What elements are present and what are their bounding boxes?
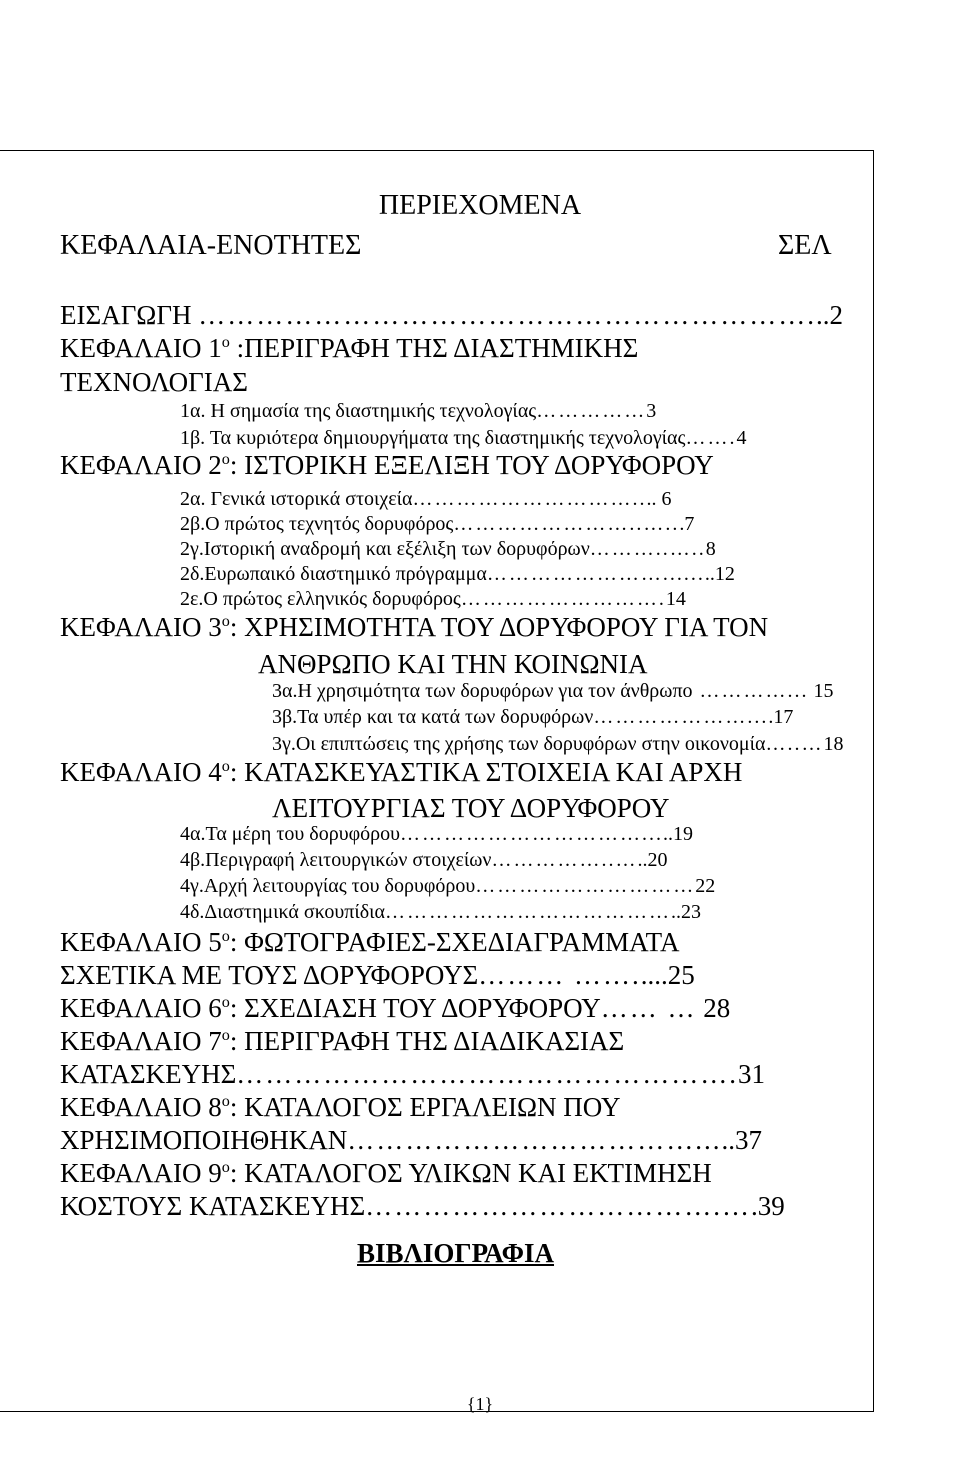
entry-label-rest: : ΚΑΤΑΛΟΓΟΣ ΥΛΙΚΩΝ ΚΑΙ ΕΚΤΙΜΗΣΗ [229,1158,712,1188]
entry-label-rest: : ΦΩΤΟΓΡΑΦΙΕΣ-ΣΧΕΔΙΑΓΡΑΜΜΑΤΑ [229,927,680,957]
entry-superscript: ο [221,612,230,630]
entry-leader-dots: …………………... [593,706,769,728]
toc-entry[interactable] [180,538,716,561]
entry-label: ΚΕΦΑΛΑΙΟ 9 [60,1158,222,1188]
entry-page-number: 31 [738,1059,766,1089]
entry-leader-dots: …… … [600,993,697,1023]
toc-entry[interactable] [60,993,730,1024]
entry-label: ΚΕΦΑΛΑΙΟ 7 [60,1026,222,1056]
entry-page-number: 28 [696,993,731,1023]
entry-leader-dots: ……………………………….… [365,1191,752,1221]
entry-leader-dots: …………... [692,680,809,702]
entry-superscript: ο [221,993,230,1011]
entry-label: ΚΕΦΑΛΑΙΟ 2 [60,450,222,480]
entry-label: 4γ.Αρχή λειτουργίας του δορυφόρου [180,875,476,897]
entry-page-number: .7 [679,513,695,535]
entry-leader-dots: ………………………………... [347,1125,722,1155]
entry-page-number: ..2 [815,300,843,330]
toc-entry[interactable] [60,757,742,788]
entry-label: 4β.Περιγραφή λειτουργικών στοιχείων [180,849,492,871]
page-title: ΠΕΡΙΕΧΟΜΕΝΑ [378,190,582,221]
entry-leader-dots: ………………………….. [412,488,647,510]
toc-entry[interactable] [180,849,667,872]
entry-page-number: 22 [695,875,716,897]
entry-superscript: ο [221,333,230,351]
entry-superscript: ο [221,1026,230,1044]
entry-leader-dots: ……………..… [491,849,638,871]
entry-leader-dots: ……………………………... [400,823,664,845]
entry-page-number: .. 6 [646,488,672,510]
entry-superscript: ο [221,450,230,468]
entry-page-number: ..23 [671,901,701,923]
bibliography-heading[interactable]: ΒΙΒΛΙΟΓΡΑΦΙΑ [357,1238,555,1268]
entry-label: ΚΕΦΑΛΑΙΟ 4 [60,757,222,787]
entry-label: ΚΟΣΤΟΥΣ ΚΑΤΑΣΚΕΥΗΣ [60,1191,366,1221]
toc-entry[interactable] [180,901,701,924]
entry-leader-dots: …………… [536,400,647,422]
entry-label: 4α.Τα μέρη του δορυφόρου [180,823,401,845]
entry-leader-dots: ………..….. [589,538,706,560]
entry-label-rest: : ΧΡΗΣΙΜΟΤΗΤΑ ΤΟΥ ΔΟΡΥΦΟΡΟΥ ΓΙΑ ΤΟΝ [229,612,769,642]
toc-entry[interactable] [60,960,695,991]
entry-page-number: 8 [705,538,716,560]
entry-superscript: ο [221,1158,230,1176]
toc-entry[interactable] [60,367,248,398]
entry-superscript: ο [221,927,230,945]
toc-entry[interactable] [180,400,656,423]
toc-entry[interactable] [180,427,746,450]
entry-page-number: ..12 [704,563,735,585]
toc-entry[interactable] [272,793,669,824]
entry-label: ΤΕΧΝΟΛΟΓΙΑΣ [60,367,248,397]
entry-leader-dots: ………………………… [475,875,696,897]
toc-entry[interactable] [272,680,834,703]
entry-leader-dots: ……… ……. [478,960,641,990]
toc-entry[interactable] [180,588,686,611]
entry-page-number: ..37 [721,1125,762,1155]
toc-entry[interactable] [60,1092,620,1123]
toc-entry[interactable] [60,927,680,958]
entry-label: ΚΕΦΑΛΑΙΟ 3 [60,612,222,642]
entry-leader-dots: ……. [685,427,737,449]
entry-label: ΚΑΤΑΣΚΕΥΗΣ [60,1059,237,1089]
entry-page-number: ..19 [663,823,694,845]
entry-leader-dots: ………………………. [460,588,666,610]
entry-page-number: 14 [665,588,686,610]
entry-label-rest: : ΚΑΤΑΣΚΕΥΑΣΤΙΚΑ ΣΤΟΙΧΕΙΑ ΚΑΙ ΑΡΧΗ [229,757,743,787]
entry-label: 1β. Τα κυριότερα δημιουργήματα της διαστημικής τεχνολογίας [180,427,686,449]
entry-page-number: 15 [808,680,834,702]
entry-label: 2δ.Ευρωπαικό διαστημικό πρόγραμμα [180,563,487,585]
entry-label: 3γ.Οι επιπτώσεις της χρήσης των δορυφόρων στην οικονομία [272,733,766,755]
entry-label: 3β.Τα υπέρ και τα κατά των δορυφόρων [272,706,594,728]
entry-page-number: .17 [768,706,794,728]
entry-label: 2β.Ο πρώτος τεχνητός δορυφόρος [180,513,454,535]
entry-label-rest: : ΣΧΕΔΙΑΣΗ ΤΟΥ ΔΟΡΥΦΟΡΟΥ [229,993,601,1023]
toc-entry[interactable] [60,450,714,481]
entry-label: 1α. Η σημασία της διαστημικής τεχνολογίας [180,400,537,422]
entry-leader-dots: …..… [765,733,824,755]
entry-label: ΕΙΣΑΓΩΓΗ [60,300,199,330]
entry-label: 2ε.Ο πρώτος ελληνικός δορυφόρος [180,588,461,610]
entry-label: 3α.Η χρησιμότητα των δορυφόρων για τον άνθρωπο [272,680,693,702]
toc-entry[interactable] [60,1059,765,1090]
toc-entry[interactable] [60,1125,762,1156]
entry-page-number: ..20 [637,849,668,871]
toc-entry[interactable] [272,733,843,756]
toc-entry[interactable] [60,1158,712,1189]
entry-label: 4δ.Διαστημικά σκουπίδια [180,901,385,923]
entry-label-rest: :ΠΕΡΙΓΡΑΦΗ ΤΗΣ ΔΙΑΣΤΗΜΙΚΗΣ [229,333,639,363]
page-number: {1} [466,1394,494,1414]
entry-label: ΚΕΦΑΛΑΙΟ 6 [60,993,222,1023]
toc-entry[interactable] [272,706,793,729]
entry-label: ΚΕΦΑΛΑΙΟ 8 [60,1092,222,1122]
toc-entry[interactable] [180,823,693,846]
entry-label: ΑΝΘΡΩΠΟ ΚΑΙ ΤΗΝ ΚΟΙΝΩΝΙΑ [258,649,648,679]
toc-entry[interactable] [180,875,715,898]
toc-entry[interactable] [60,1026,624,1057]
entry-leader-dots: ……………………..….. [453,513,680,535]
entry-page-number: 3 [646,400,657,422]
entry-label: ΣΧΕΤΙΚΑ ΜΕ ΤΟΥΣ ΔΟΡΥΦΟΡΟΥΣ [60,960,479,990]
entry-leader-dots: ………………………………………………………. [198,300,816,330]
entry-leader-dots: ……………………...... [486,563,705,585]
toc-entry[interactable] [180,513,694,536]
entry-label-rest: : ΙΣΤΟΡΙΚΗ ΕΞΕΛΙΞΗ ΤΟΥ ΔΟΡΥΦΟΡΟΥ [229,450,714,480]
toc-entry[interactable] [258,649,648,680]
entry-label: ΚΕΦΑΛΑΙΟ 5 [60,927,222,957]
entry-superscript: ο [221,1092,230,1110]
entry-label: ΛΕΙΤΟΥΡΓΙΑΣ ΤΟΥ ΔΟΡΥΦΟΡΟΥ [272,793,670,823]
entry-label-rest: : ΠΕΡΙΓΡΑΦΗ ΤΗΣ ΔΙΑΔΙΚΑΣΙΑΣ [229,1026,625,1056]
column-header-chapters: ΚΕΦΑΛΑΙΑ-ΕΝΟΤΗΤΕΣ [60,230,362,261]
entry-label: 2γ.Ιστορική αναδρομή και εξέλιξη των δορυφόρων [180,538,590,560]
entry-label-rest: : ΚΑΤΑΛΟΓΟΣ ΕΡΓΑΛΕΙΩΝ ΠΟΥ [229,1092,621,1122]
toc-entry[interactable] [180,563,735,586]
toc-entry[interactable] [60,1191,785,1222]
entry-page-number: 4 [736,427,747,449]
entry-superscript: ο [221,757,230,775]
entry-label: ΚΕΦΑΛΑΙΟ 1 [60,333,222,363]
entry-label: ΧΡΗΣΙΜΟΠΟΙΗΘΗΚΑΝ [60,1125,348,1155]
entry-label: 2α. Γενικά ιστορικά στοιχεία [180,488,413,510]
entry-leader-dots: ……………………………………………. [236,1059,739,1089]
toc-entry[interactable] [60,300,843,331]
toc-entry[interactable] [60,612,768,643]
entry-page-number: .39 [751,1191,785,1221]
entry-page-number: ....25 [640,960,695,990]
entry-page-number: 18 [823,733,844,755]
toc-entry[interactable] [180,488,672,511]
toc-entry[interactable] [60,333,638,364]
entry-leader-dots: ………………………………… [385,901,671,923]
column-header-page: ΣΕΛ [778,230,832,261]
